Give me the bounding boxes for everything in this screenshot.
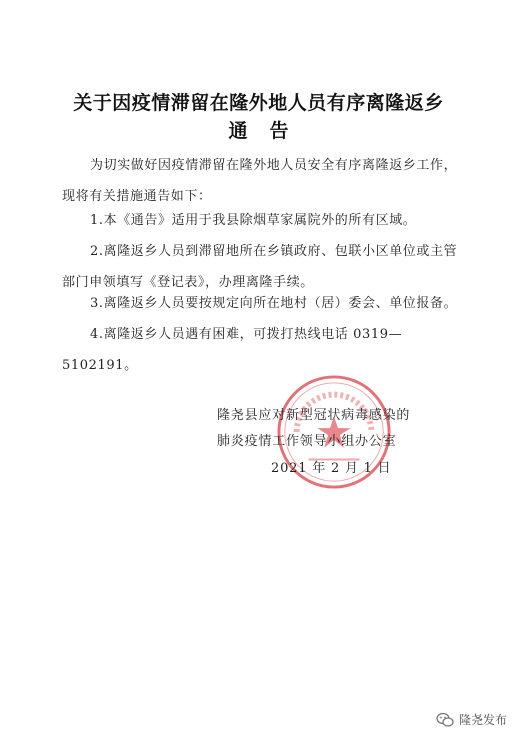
- notice-title-heading: 通告: [228, 120, 311, 142]
- notice-item-4: 4.离隆返乡人员遇有困难，可拨打热线电话 0319—5102191。: [62, 327, 403, 373]
- signature-date: 2021 年 2 月 1 日: [271, 461, 392, 476]
- source-watermark: [436, 711, 507, 728]
- notice-item-2: 2.离隆返乡人员到滞留地所在乡镇政府、包联小区单位或主管部门申领填写《登记表》，办理离隆手续。: [62, 244, 458, 290]
- notice-intro: 为切实做好因疫情滞留在隆外地人员安全有序离隆返乡工作，现将有关措施通告如下：: [62, 158, 458, 204]
- notice-title: 关于因疫情滞留在隆外地人员有序离隆返乡: [73, 92, 444, 114]
- watermark-label: 隆尧发布: [458, 713, 507, 727]
- notice-item-1: 1.本《通告》适用于我县除烟草家属院外的所有区域。: [90, 213, 417, 228]
- notice-item-3: 3.离隆返乡人员要按规定向所在地村（居）委会、单位报备。: [90, 296, 458, 311]
- signature-line-1: 隆尧县应对新型冠状病毒感染的: [217, 408, 411, 423]
- wechat-icon: [436, 712, 454, 728]
- signature-line-2: 肺炎疫情工作领导小组办公室: [217, 434, 397, 449]
